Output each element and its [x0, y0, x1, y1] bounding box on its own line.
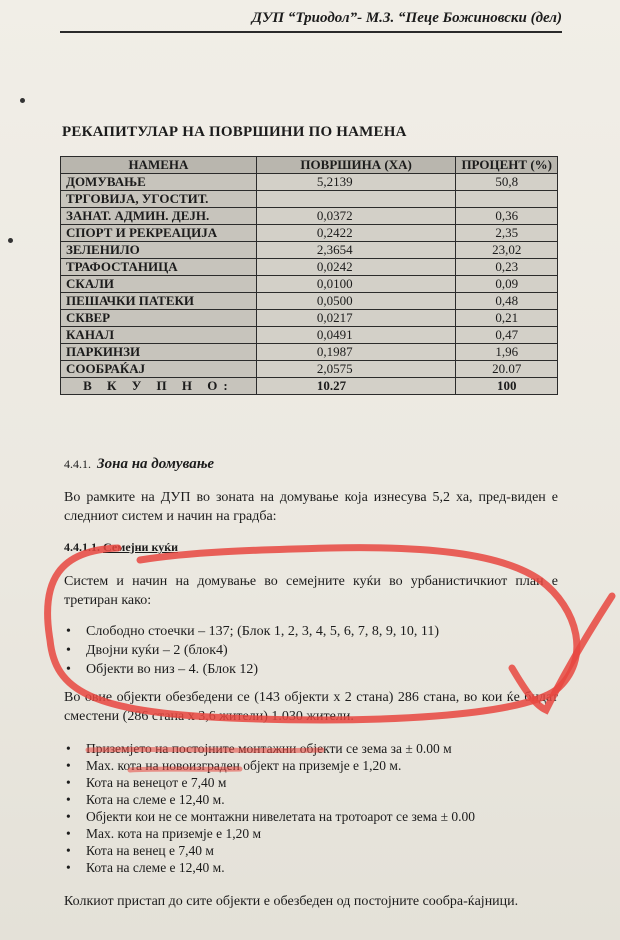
row-name: ЗАНАТ. АДМИН. ДЕЈН. [61, 208, 257, 225]
row-percent: 1,96 [456, 344, 558, 361]
list-item: • Кота на венецот е 7,40 м [64, 774, 558, 791]
list-item: • Мах. кота на новоизграден објект на приземје е 1,20 м. [64, 757, 558, 774]
list-item: • Приземјето на постојните монтажни објекти се зема за ± 0.00 м [64, 740, 558, 757]
list-item: • Двојни куќи – 2 (блок4) [64, 641, 558, 660]
subsection-intro: Систем и начин на домување во семејните куќи во урбанистичкиот план е третиран како: [64, 574, 558, 608]
row-area: 0,0491 [256, 327, 456, 344]
subsection-title: Семејни куќи [103, 540, 179, 554]
row-percent: 0,47 [456, 327, 558, 344]
row-name: ТРГОВИЈА, УГОСТИТ. [61, 191, 257, 208]
section-title: Зона на домување [97, 456, 215, 472]
section-heading [64, 456, 214, 473]
table-header-row [61, 157, 558, 174]
table-row [61, 191, 558, 208]
row-percent: 23,02 [456, 242, 558, 259]
total-percent: 100 [456, 378, 558, 395]
list-item: • Кота на слеме е 12,40 м. [64, 859, 558, 876]
row-name: ПЕШАЧКИ ПАТЕКИ [61, 293, 257, 310]
table-row [61, 310, 558, 327]
column-header: НАМЕНА [61, 157, 257, 174]
list-item: • Кота на венец е 7,40 м [64, 842, 558, 859]
subsection-number: 4.4.1.1. [64, 540, 100, 554]
row-area: 0,0372 [256, 208, 456, 225]
row-area [256, 191, 456, 208]
table-row [61, 293, 558, 310]
row-area: 0,0217 [256, 310, 456, 327]
table-row [61, 242, 558, 259]
row-name: СООБРАЌАЈ [61, 361, 257, 378]
row-name: КАНАЛ [61, 327, 257, 344]
row-area: 0,1987 [256, 344, 456, 361]
row-area: 0,0100 [256, 276, 456, 293]
row-area: 5,2139 [256, 174, 456, 191]
list-item: • Кота на слеме е 12,40 м. [64, 791, 558, 808]
table-row [61, 174, 558, 191]
total-label: В К У П Н О: [61, 378, 257, 395]
table-total-row [61, 378, 558, 395]
row-percent: 0,09 [456, 276, 558, 293]
row-area: 2,0575 [256, 361, 456, 378]
row-name: ЗЕЛЕНИЛО [61, 242, 257, 259]
row-percent: 0,48 [456, 293, 558, 310]
row-area: 0,0242 [256, 259, 456, 276]
list-item: • Слободно стоечки – 137; (Блок 1, 2, 3, 4, 5, 6, 7, 8, 9, 10, 11) [64, 622, 558, 641]
table-row [61, 361, 558, 378]
row-name: ПАРКИНЗИ [61, 344, 257, 361]
row-percent: 0,36 [456, 208, 558, 225]
table-row [61, 344, 558, 361]
row-percent: 50,8 [456, 174, 558, 191]
housing-types-list [64, 622, 558, 679]
row-name: СКВЕР [61, 310, 257, 327]
total-area: 10.27 [256, 378, 456, 395]
list-item: • Мах. кота на приземје е 1,20 м [64, 825, 558, 842]
row-name: ДОМУВАЊЕ [61, 174, 257, 191]
row-percent: 2,35 [456, 225, 558, 242]
recap-table-body [61, 174, 558, 395]
row-percent: 0,21 [456, 310, 558, 327]
row-percent [456, 191, 558, 208]
column-header: ПРОЦЕНТ (%) [456, 157, 558, 174]
subsection-summary: Во овие објекти обезбедени се (143 објекти х 2 стана) 286 стана, во кои ќе бидат сместени (286 стана х 3,6 жители) 1.030 жители. [64, 690, 558, 724]
margin-mark [20, 98, 25, 103]
section-number: 4.4.1. [64, 457, 91, 471]
page-header: ДУП “Триодол”- М.З. “Пеце Божиновски (дел) [60, 10, 562, 33]
table-row [61, 208, 558, 225]
levels-list [64, 740, 558, 876]
column-header: ПОВРШИНА (ХА) [256, 157, 456, 174]
row-percent: 0,23 [456, 259, 558, 276]
section-intro: Во рамките на ДУП во зоната на домување која изнесува 5,2 ха, пред-виден е следниот систем и начин на градба: [64, 490, 558, 524]
row-area: 0,0500 [256, 293, 456, 310]
row-area: 2,3654 [256, 242, 456, 259]
row-area: 0,2422 [256, 225, 456, 242]
table-row [61, 225, 558, 242]
access-paragraph: Колкиот пристап до сите објекти е обезбеден од постојните сообра-ќајници. [64, 894, 519, 909]
recap-title: РЕКАПИТУЛАР НА ПОВРШИНИ ПО НАМЕНА [62, 124, 407, 140]
subsection-heading [64, 540, 178, 555]
recap-table [60, 156, 558, 395]
row-name: СКАЛИ [61, 276, 257, 293]
row-percent: 20.07 [456, 361, 558, 378]
list-item: • Објекти кои не се монтажни нивелетата на тротоарот се зема ± 0.00 [64, 808, 558, 825]
table-row [61, 276, 558, 293]
list-item: • Објекти во низ – 4. (Блок 12) [64, 660, 558, 679]
table-row [61, 259, 558, 276]
margin-mark [8, 238, 13, 243]
row-name: ТРАФОСТАНИЦА [61, 259, 257, 276]
table-row [61, 327, 558, 344]
row-name: СПОРТ И РЕКРЕАЦИЈА [61, 225, 257, 242]
